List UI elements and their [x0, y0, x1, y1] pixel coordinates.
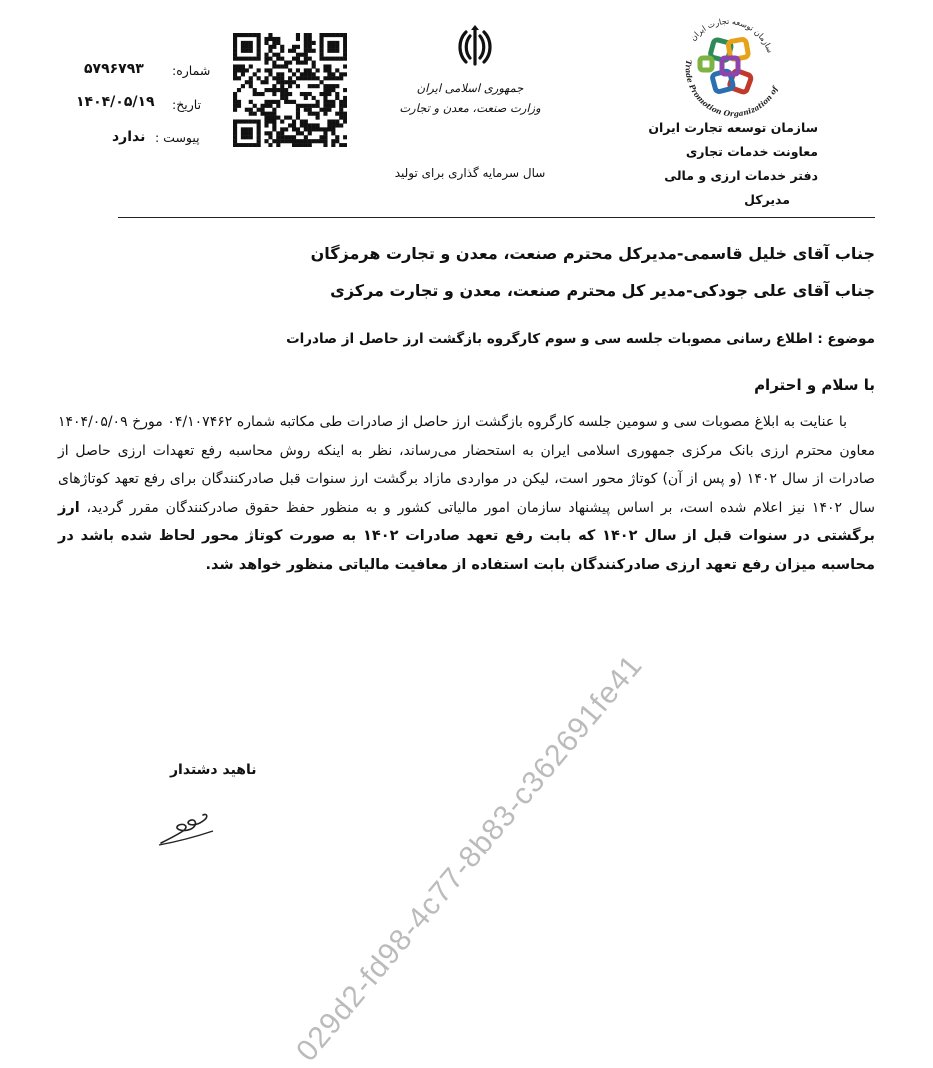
- watermark-text: 029d2-fd98-4c77-8b83-c362691fe41: [290, 648, 650, 1068]
- attachment-value: ندارد: [112, 129, 146, 145]
- org-line: دفتر خدمات ارزی و مالی: [664, 168, 818, 183]
- ministry-block: [395, 78, 545, 118]
- number-label: شماره:: [172, 63, 211, 78]
- body-bold-text: ارز برگشتی در سنوات قبل از سال ۱۴۰۲ که بابت رفع تعهد صادرات ۱۴۰۲ به صورت کوتاژ محور لحاظ شده باشد در محاسبه میزان رفع تعهد ارزی صادرکنندگان بابت استفاده از معافیت مالیاتی منظور خواهد شد.: [58, 499, 875, 573]
- date-label: تاریخ:: [172, 97, 202, 112]
- attachment-label: پیوست :: [155, 130, 200, 145]
- republic-name: جمهوری اسلامی ایران: [416, 81, 524, 95]
- org-line: سازمان توسعه تجارت ایران: [648, 120, 818, 135]
- org-arc-text: سازمان توسعه تجارت ایران: [688, 16, 775, 55]
- subject-line: موضوع : اطلاع رسانی مصوبات جلسه سی و سوم کارگروه بازگشت ارز حاصل از صادرات: [286, 331, 875, 347]
- date-value: ۱۴۰۴/۰۵/۱۹: [76, 94, 155, 110]
- addressee-2: جناب آقای علی جودکی-مدیر کل محترم صنعت، معدن و تجارت مرکزی: [330, 281, 875, 300]
- addressee-1: جناب آقای خلیل قاسمی-مدیرکل محترم صنعت، معدن و تجارت هرمزگان: [310, 244, 875, 263]
- iran-emblem-icon: [450, 22, 500, 72]
- tpo-logo: [668, 8, 788, 118]
- ministry-name: وزارت صنعت، معدن و تجارت: [399, 101, 541, 115]
- qr-code: [233, 33, 347, 147]
- org-department-block: [648, 116, 818, 212]
- letter-body: [58, 408, 875, 579]
- greeting: با سلام و احترام: [754, 376, 875, 394]
- org-english-name: Trade Promotion Organization of: [683, 59, 780, 118]
- number-value: ۵۷۹۶۷۹۳: [84, 61, 144, 77]
- org-line: معاونت خدمات تجاری: [685, 144, 818, 159]
- signature-icon: [155, 795, 225, 850]
- year-slogan: سال سرمایه گذاری برای تولید: [394, 166, 546, 180]
- body-plain-text: با عنایت به ابلاغ مصوبات سی و سومین جلسه کارگروه بازگشت ارز حاصل از صادرات طی مکاتبه شماره ۰۴/۱۰۷۴۶۲ مورخ ۱۴۰۴/۰۵/۰۹ معاون محترم ارزی بانک مرکزی جمهوری اسلامی ایران به استحضار می‌رساند، نظر به اینکه روش محاسبه رفع تعهدات ارزی حاصل از صادرات از سال ۱۴۰۲ (و پس از آن) کوتاژ محور است، لیکن در مواردی مازاد برگشت ارز سنوات قبل صادرکنندگان برای رفع تعهد کوتاژهای سال ۱۴۰۲ نیز اعلام شده است، بر اساس پیشنهاد سازمان امور مالیاتی کشور و به منظور حفظ حقوق صادرکنندگان مقرر گردید،: [58, 414, 876, 516]
- org-line: مدیرکل: [744, 192, 790, 207]
- signer-name: ناهید دشتدار: [170, 762, 257, 778]
- header-divider: [118, 217, 875, 218]
